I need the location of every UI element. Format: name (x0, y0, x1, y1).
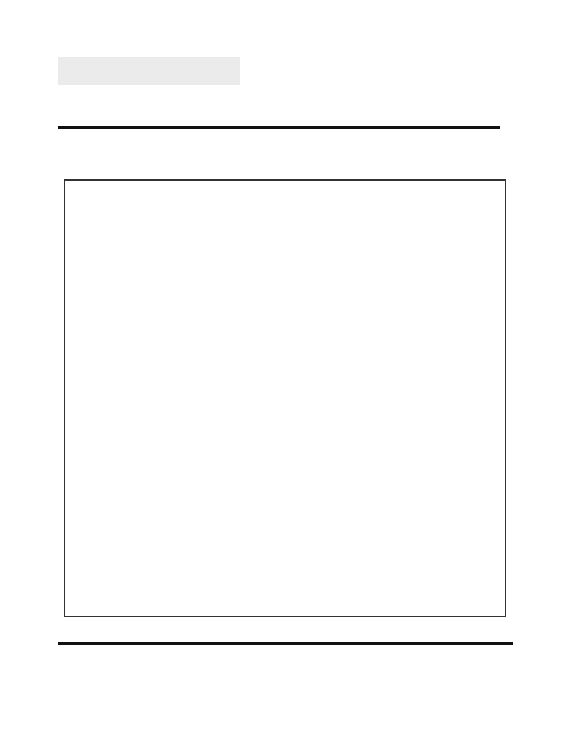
worksheet-table (64, 179, 506, 617)
title-divider (58, 126, 500, 129)
worksheet-row (65, 180, 505, 181)
footer-divider (58, 642, 513, 645)
brand-logo (58, 57, 240, 85)
